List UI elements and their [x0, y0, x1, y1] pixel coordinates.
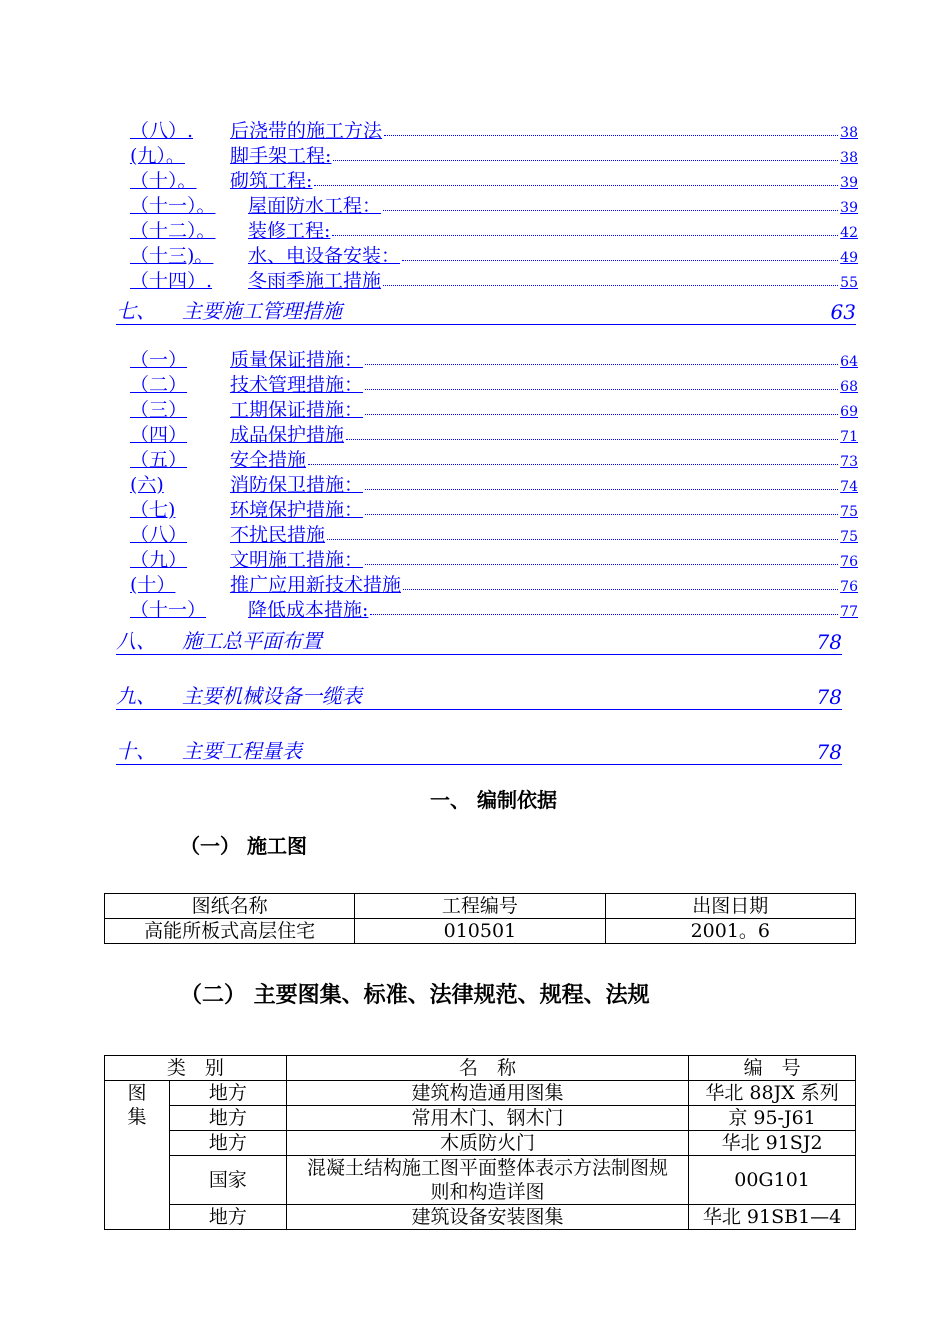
toc-entry-title: 安全措施 — [230, 449, 307, 471]
toc-chapter-page: 78 — [816, 630, 842, 654]
table-cell: 00G101 — [689, 1156, 856, 1205]
toc-chapter-10[interactable] — [116, 734, 842, 765]
toc-entry-number: （十一）。 — [130, 195, 216, 217]
toc-entry-number: （八）. — [130, 120, 194, 142]
table-row — [105, 919, 856, 944]
toc-entry-title: 工期保证措施： — [230, 399, 364, 421]
toc-entry[interactable] — [130, 495, 858, 519]
toc-chapter-page: 78 — [816, 685, 842, 709]
toc-entry-title: 成品保护措施 — [230, 424, 345, 446]
table-row — [105, 1081, 856, 1106]
category-group-cell: 图 集 — [105, 1081, 170, 1230]
toc-entry[interactable] — [130, 370, 858, 394]
toc-entry-title: 冬雨季施工措施 — [248, 270, 382, 292]
toc-entry-number: （十三)。 — [130, 245, 214, 267]
standards-table — [104, 1055, 856, 1230]
toc-entry-page: 64 — [840, 354, 858, 370]
toc-leader — [365, 513, 838, 515]
toc-entry-number: （二） — [130, 374, 188, 396]
toc-entry[interactable] — [130, 570, 858, 594]
table-header-cell: 编 号 — [689, 1056, 856, 1081]
table-cell: 地方 — [169, 1205, 286, 1230]
toc-leader — [370, 613, 838, 615]
toc-chapter-title: 施工总平面布置 — [182, 629, 322, 653]
toc-entry-page: 75 — [840, 504, 858, 520]
toc-entry-page: 73 — [840, 454, 858, 470]
toc-entry-page: 42 — [840, 225, 858, 241]
toc-entry[interactable] — [130, 266, 858, 290]
toc-entry-title: 消防保卫措施： — [230, 474, 364, 496]
section-heading: 一、 编制依据 — [430, 788, 557, 812]
subsection-heading: （二） 主要图集、标准、法律规范、规程、法规 — [180, 983, 650, 1008]
table-row — [105, 1106, 856, 1131]
toc-chapter-7[interactable] — [116, 294, 856, 325]
toc-entry-title: 不扰民措施 — [230, 524, 326, 546]
toc-chapter-title: 主要工程量表 — [182, 739, 302, 763]
toc-chapter-number: 九、 — [116, 684, 156, 708]
toc-entry-title: 屋面防水工程： — [248, 195, 382, 217]
toc-entry-number: （八） — [130, 524, 188, 546]
table-header-row — [105, 1056, 856, 1081]
toc-entry-title: 降低成本措施: — [248, 599, 369, 621]
toc-chapter-number: 十、 — [116, 739, 156, 763]
toc-entry-page: 75 — [840, 529, 858, 545]
toc-chapter-number: 七、 — [116, 299, 156, 323]
toc-chapter-title: 主要机械设备一缆表 — [182, 684, 362, 708]
toc-entry[interactable] — [130, 345, 858, 369]
toc-entry-number: （十二）。 — [130, 220, 216, 242]
toc-chapter-8[interactable] — [116, 624, 842, 655]
toc-entry-number: (九）。 — [130, 145, 185, 167]
toc-entry-number: (十） — [130, 574, 176, 596]
toc-entry[interactable] — [130, 241, 858, 265]
toc-entry-number: （五） — [130, 449, 188, 471]
table-row — [105, 1156, 856, 1205]
toc-leader — [332, 234, 838, 236]
toc-entry[interactable] — [130, 545, 858, 569]
toc-entry[interactable] — [130, 595, 858, 619]
toc-chapter-page: 78 — [816, 740, 842, 764]
toc-chapter-title: 主要施工管理措施 — [182, 299, 342, 323]
toc-leader — [384, 134, 838, 136]
table-row — [105, 1205, 856, 1230]
table-cell: 2001。6 — [605, 919, 855, 944]
toc-entry[interactable] — [130, 520, 858, 544]
toc-entry-page: 76 — [840, 554, 858, 570]
toc-entry-number: （九） — [130, 549, 188, 571]
toc-chapter-9[interactable] — [116, 679, 842, 710]
toc-entry-page: 68 — [840, 379, 858, 395]
toc-entry-title: 环境保护措施： — [230, 499, 364, 521]
toc-entry-title: 质量保证措施： — [230, 349, 364, 371]
toc-entry[interactable] — [130, 141, 858, 165]
toc-entry-number: (六) — [130, 474, 164, 496]
table-cell: 高能所板式高层住宅 — [105, 919, 355, 944]
toc-entry[interactable] — [130, 116, 858, 140]
toc-leader — [314, 184, 838, 186]
table-header-cell: 工程编号 — [355, 894, 605, 919]
toc-chapter-number: 八、 — [116, 629, 156, 653]
toc-entry[interactable] — [130, 420, 858, 444]
toc-entry-page: 55 — [840, 275, 858, 291]
toc-entry-page: 76 — [840, 579, 858, 595]
toc-chapter-page: 63 — [830, 300, 856, 324]
toc-entry-page: 77 — [840, 604, 858, 620]
toc-entry-page: 38 — [840, 125, 858, 141]
toc-leader — [403, 588, 838, 590]
table-cell: 华北 91SJ2 — [689, 1131, 856, 1156]
toc-entry[interactable] — [130, 395, 858, 419]
toc-entry[interactable] — [130, 470, 858, 494]
toc-leader — [333, 159, 838, 161]
toc-entry-number: （十四）. — [130, 270, 213, 292]
table-header-row — [105, 894, 856, 919]
table-cell: 京 95-J61 — [689, 1106, 856, 1131]
drawing-table — [104, 893, 856, 944]
toc-entry-title: 脚手架工程: — [230, 145, 332, 167]
table-cell: 地方 — [169, 1131, 286, 1156]
table-row — [105, 1131, 856, 1156]
subsection-heading: （一） 施工图 — [180, 834, 307, 858]
table-header-cell: 名 称 — [286, 1056, 688, 1081]
toc-entry-page: 49 — [840, 250, 858, 266]
toc-entry[interactable] — [130, 445, 858, 469]
table-cell: 建筑设备安装图集 — [286, 1205, 688, 1230]
table-header-cell: 出图日期 — [605, 894, 855, 919]
toc-entry-title: 文明施工措施： — [230, 549, 364, 571]
toc-entry[interactable] — [130, 216, 858, 240]
table-cell: 华北 91SB1—4 — [689, 1205, 856, 1230]
table-cell: 建筑构造通用图集 — [286, 1081, 688, 1106]
toc-entry-page: 74 — [840, 479, 858, 495]
toc-leader — [308, 463, 838, 465]
toc-leader — [346, 438, 838, 440]
toc-entry-title: 装修工程: — [248, 220, 331, 242]
table-cell: 混凝土结构施工图平面整体表示方法制图规则和构造详图 — [286, 1156, 688, 1205]
toc-entry-title: 技术管理措施： — [230, 374, 364, 396]
toc-leader — [383, 209, 838, 211]
table-cell: 木质防火门 — [286, 1131, 688, 1156]
table-cell: 地方 — [169, 1081, 286, 1106]
toc-leader — [402, 259, 838, 261]
toc-entry-page: 71 — [840, 429, 858, 445]
toc-entry-title: 砌筑工程: — [230, 170, 313, 192]
toc-entry-number: （三） — [130, 399, 188, 421]
table-cell: 010501 — [355, 919, 605, 944]
toc-entry-number: （一） — [130, 349, 188, 371]
toc-leader — [365, 388, 838, 390]
toc-entry-number: （十）。 — [130, 170, 197, 192]
table-header-cell: 类 别 — [105, 1056, 287, 1081]
toc-entry[interactable] — [130, 166, 858, 190]
toc-leader — [365, 413, 838, 415]
toc-leader — [365, 363, 838, 365]
toc-entry-title: 推广应用新技术措施 — [230, 574, 402, 596]
toc-leader — [327, 538, 838, 540]
toc-leader — [383, 284, 838, 286]
toc-entry-number: （十一） — [130, 599, 207, 621]
toc-entry-page: 69 — [840, 404, 858, 420]
toc-entry-page: 38 — [840, 150, 858, 166]
table-cell: 国家 — [169, 1156, 286, 1205]
toc-entry-number: （七) — [130, 499, 176, 521]
toc-entry-title: 水、电设备安装： — [248, 245, 401, 267]
toc-entry-number: （四） — [130, 424, 188, 446]
table-cell: 常用木门、钢木门 — [286, 1106, 688, 1131]
toc-entry-title: 后浇带的施工方法 — [230, 120, 383, 142]
table-cell: 华北 88JX 系列 — [689, 1081, 856, 1106]
toc-entry[interactable] — [130, 191, 858, 215]
table-cell: 地方 — [169, 1106, 286, 1131]
toc-entry-page: 39 — [840, 175, 858, 191]
toc-entry-page: 39 — [840, 200, 858, 216]
toc-leader — [365, 488, 838, 490]
toc-leader — [365, 563, 838, 565]
table-header-cell: 图纸名称 — [105, 894, 355, 919]
